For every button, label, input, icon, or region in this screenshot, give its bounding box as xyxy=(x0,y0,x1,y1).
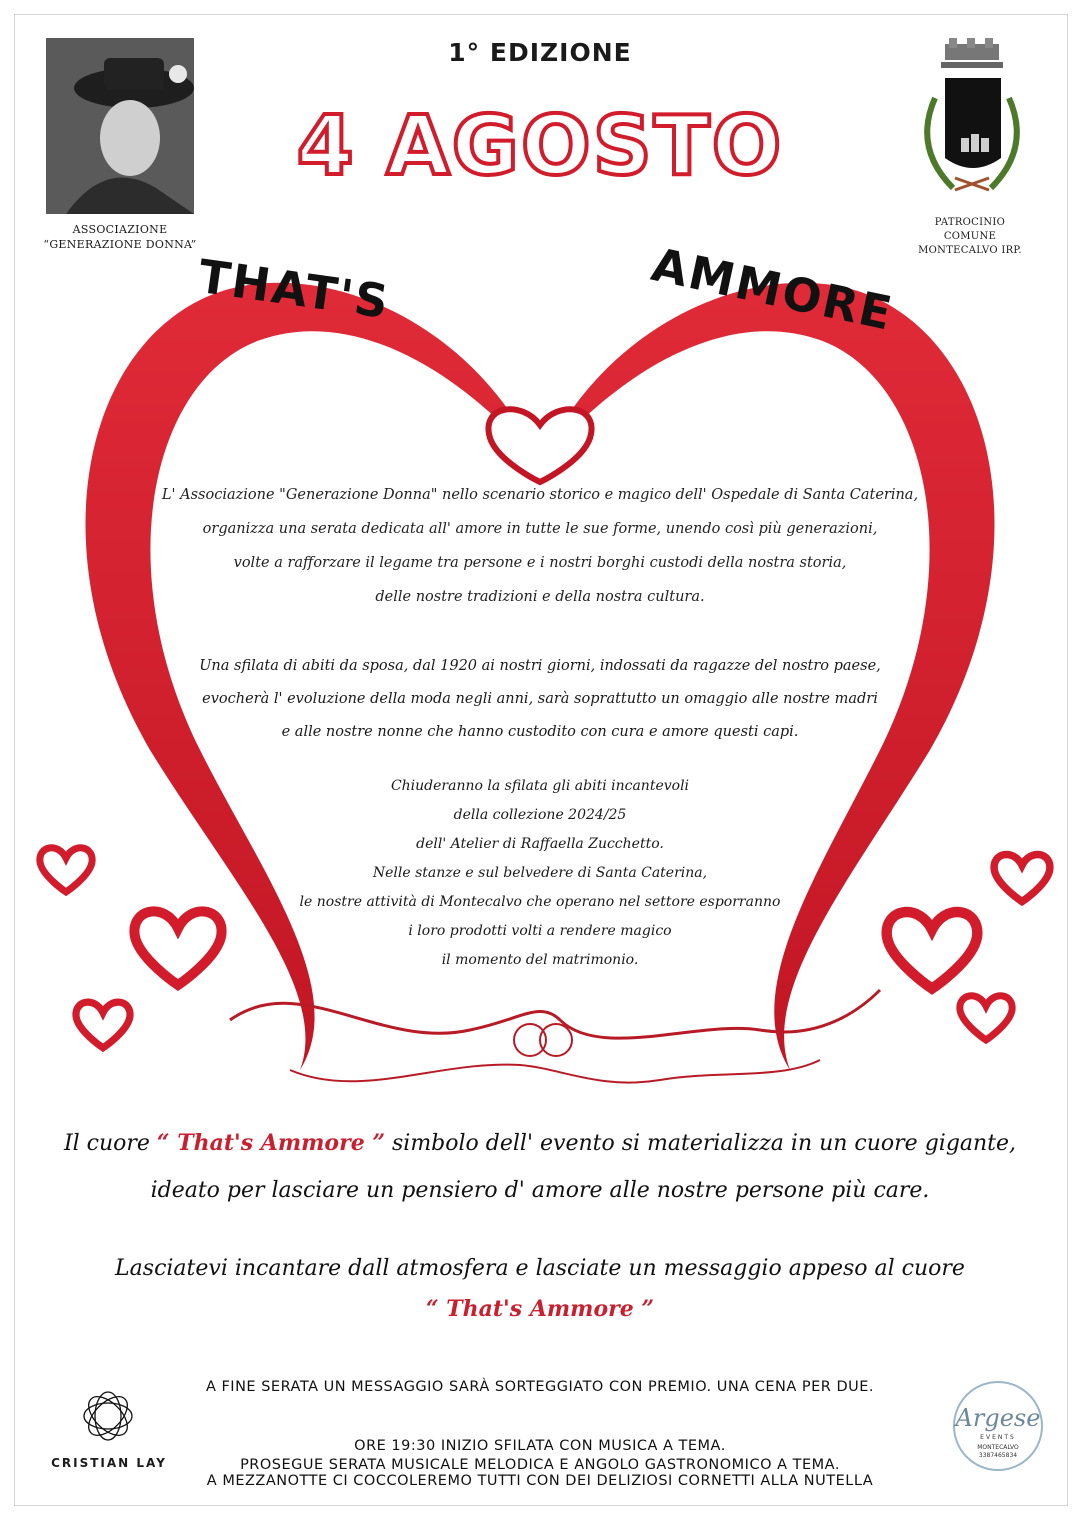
municipal-crest-icon xyxy=(905,38,1035,208)
medium-heart-icon xyxy=(128,898,228,992)
description-paragraph-2: Una sfilata di abiti da sposa, dal 1920 ai nostri giorni, indossati da ragazze del nostro paese, evocherà l' evoluzione della moda negli anni, sarà soprattutto un omaggio alle nostre madri e alle nostre nonne che hanno custodito con cura e amore questi capi. xyxy=(199,658,881,740)
heart-word-ammore: AMMORE xyxy=(647,237,899,341)
small-heart-icon-4 xyxy=(956,988,1016,1044)
midnight-info: A MEZZANOTTE CI COCCOLEREMO TUTTI CON DEI DELIZIOSI CORNETTI ALLA NUTELLA xyxy=(206,1473,874,1489)
cristian-lay-logo-icon xyxy=(70,1386,146,1446)
patronage-caption: PATROCINIO COMUNE MONTECALVO IRP. xyxy=(918,217,1022,256)
invitation-line: Lasciatevi incantare dall atmosfera e lasciate un messaggio appeso al cuore xyxy=(115,1256,965,1281)
cristian-lay-name: CRISTIAN LAY xyxy=(51,1456,167,1470)
heart-purpose-line: ideato per lasciare un pensiero d' amore alle nostre persone più care. xyxy=(150,1178,930,1203)
small-heart-icon-3 xyxy=(990,846,1054,906)
association-caption: ASSOCIAZIONE “GENERAZIONE DONNA” xyxy=(43,223,197,251)
schedule-info: ORE 19:30 INIZIO SFILATA CON MUSICA A TEMA. PROSEGUE SERATA MUSICALE MELODICA E ANGOLO GASTRONOMICO A TEMA. xyxy=(240,1438,840,1473)
description-paragraph-1: L' Associazione "Generazione Donna" nello scenario storico e magico dell' Ospedale di Santa Caterina, organizza una serata dedicata all' amore in tutte le sue forme, unendo così più generazioni, volte a rafforzare il legame tra persone e i nostri borghi custodi della nostra storia, delle nostre tradizioni e della nostra cultura. xyxy=(161,487,919,605)
argese-events-logo: Argese EVENTS MONTECALVO 3387465834 xyxy=(948,1376,1048,1476)
medium-heart-icon-2 xyxy=(880,898,984,996)
edition-label: 1° EDIZIONE xyxy=(448,38,632,67)
association-photo xyxy=(46,38,194,214)
small-heart-icon-2 xyxy=(72,994,134,1052)
description-paragraph-3: Chiuderanno la sfilata gli abiti incantevoli della collezione 2024/25 dell' Atelier di Raffaella Zucchetto. Nelle stanze e sul belvedere di Santa Caterina, le nostre attività di Montecalvo che operano nel settore esporranno i loro prodotti volti a rendere magico il momento del matrimonio. xyxy=(299,778,781,968)
heart-word-thats: THAT'S xyxy=(195,248,394,330)
date-title: 4 AGOSTO xyxy=(296,99,784,194)
raffle-info: A FINE SERATA UN MESSAGGIO SARÀ SORTEGGIATO CON PREMIO. UNA CENA PER DUE. xyxy=(205,1379,875,1395)
thats-ammore-tagline: “ That's Ammore ” xyxy=(425,1296,655,1322)
small-heart-icon xyxy=(36,840,96,896)
heart-symbol-line: Il cuore “ That's Ammore ” simbolo dell' evento si materializza in un cuore gigante, xyxy=(63,1130,1017,1156)
